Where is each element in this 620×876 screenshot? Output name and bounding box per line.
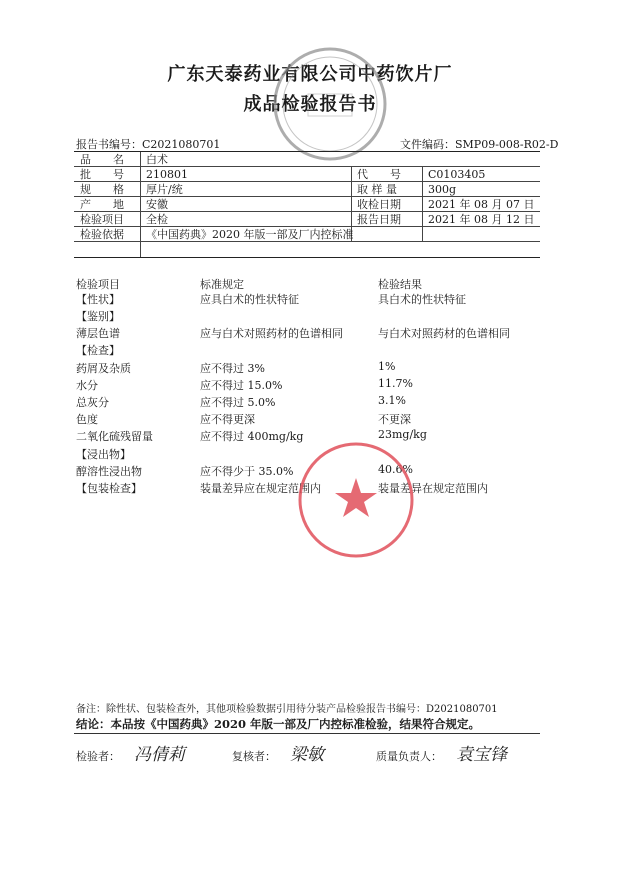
result-standard: 应不得过 3% [200,362,265,375]
result-standard: 应不得过 5.0% [200,396,276,409]
result-item: 醇溶性浸出物 [76,465,142,478]
conclusion: 结论：本品按《中国药典》2020 年版一部及厂内控标准检验，结果符合规定。 [76,717,481,731]
result-standard: 应不得少于 35.0% [200,465,294,478]
result-item: 药屑及杂质 [76,362,131,375]
result-standard: 装量差异应在规定范围内 [200,482,321,495]
reviewer-signature: 梁敏 [290,745,324,765]
result-value: 1% [378,360,396,373]
report-date-label: 报告日期 [357,213,401,226]
col-result-header: 检验结果 [378,278,422,291]
report-title: 成品检验报告书 [243,94,377,115]
code-label: 代 号 [357,168,401,181]
spec-value: 厚片/统 [146,183,183,196]
report-date-value: 2021 年 08 月 12 日 [428,213,535,226]
origin-label: 产 地 [80,198,124,211]
col-item-header: 检验项目 [76,278,120,291]
result-item: 【性状】 [76,293,120,306]
result-item: 二氧化硫残留量 [76,430,153,443]
result-standard: 应不得更深 [200,413,255,426]
inspector-signature: 冯倩莉 [134,745,185,765]
inspection-item-label: 检验项目 [80,213,124,226]
inspector-label: 检验者： [76,750,120,763]
inspection-seal [268,42,392,166]
sample-qty-label: 取 样 量 [357,183,397,196]
result-item: 【鉴别】 [76,310,120,323]
result-standard: 应具白术的性状特征 [200,293,299,306]
result-standard: 应与白术对照药材的色谱相同 [200,327,343,340]
result-value: 装量差异在规定范围内 [378,482,488,495]
result-standard: 应不得过 400mg/kg [200,430,304,443]
spec-label: 规 格 [80,183,124,196]
receive-date-label: 收检日期 [357,198,401,211]
result-value: 40.6% [378,463,413,476]
file-code: 文件编码：SMP09-008-R02-D [400,138,559,151]
remark-note: 备注：除性状、包装检查外，其他项检验数据引用待分装产品检验报告书编号：D2021080701 [76,704,498,715]
batch-label: 批 号 [80,168,124,181]
sample-qty-value: 300g [428,183,457,196]
company-seal [294,438,418,562]
result-value: 与白术对照药材的色谱相同 [378,327,510,340]
batch-value: 210801 [146,168,188,181]
reviewer-label: 复核者： [232,750,276,763]
origin-value: 安徽 [146,198,168,211]
result-value: 11.7% [378,377,413,390]
basis-label: 检验依据 [80,228,124,241]
result-item: 总灰分 [76,396,109,409]
code-value: C0103405 [428,168,486,181]
product-name-label: 品 名 [80,153,124,166]
result-item: 色度 [76,413,98,426]
product-name: 白术 [146,153,168,166]
qa-label: 质量负责人： [376,750,442,763]
company-title: 广东天泰药业有限公司中药饮片厂 [167,64,453,85]
result-item: 薄层色谱 [76,327,120,340]
basis-value: 《中国药典》2020 年版一部及厂内控标准 [146,228,354,241]
result-item: 【检查】 [76,344,120,357]
result-item: 水分 [76,379,98,392]
result-value: 不更深 [378,413,411,426]
result-standard: 应不得过 15.0% [200,379,283,392]
col-standard-header: 标准规定 [200,278,244,291]
result-value: 具白术的性状特征 [378,293,466,306]
qa-signature: 袁宝锋 [456,745,507,765]
result-value: 3.1% [378,394,406,407]
footer-divider [74,733,540,734]
report-number: 报告书编号：C2021080701 [76,138,221,151]
receive-date-value: 2021 年 08 月 07 日 [428,198,535,211]
result-item: 【浸出物】 [76,448,131,461]
inspection-item-value: 全检 [146,213,168,226]
result-item: 【包装检查】 [76,482,142,495]
info-table [74,151,540,258]
result-value: 23mg/kg [378,428,427,441]
